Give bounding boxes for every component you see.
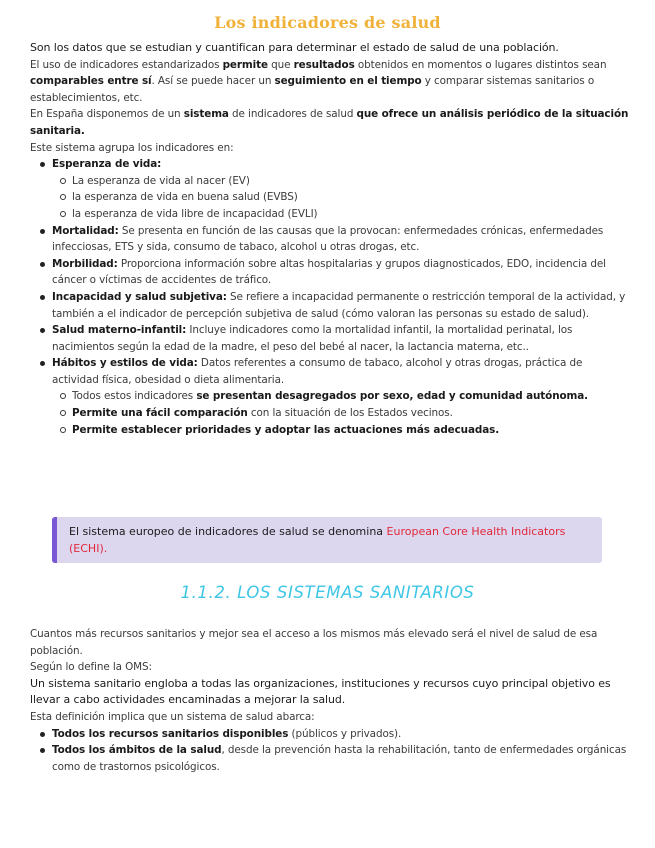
- list-item: La esperanza de vida al nacer (EV): [72, 173, 630, 190]
- list-item: Todos los recursos sanitarios disponibles (públicos y privados).: [52, 726, 630, 743]
- health-systems-content: [30, 626, 630, 775]
- list-item-habitos: Hábitos y estilos de vida: Datos referentes a consumo de tabaco, alcohol y otras drogas, práctica de actividad física, obesidad o dieta alimentaria. Todos estos indicadores se presentan desagregados por sexo, edad y comunidad autónoma. Permite una fácil comparación con la situación de los Estados vecinos. Permite establecer prioridades y adoptar las actuaciones más adecuadas.: [52, 355, 630, 438]
- echi-highlight: European Core Health Indicators (ECHI): [69, 525, 566, 555]
- list-item-mortalidad: Mortalidad: Se presenta en función de las causas que la provocan: enfermedades crónicas, enfermedades infecciosas, ETS y sida, consumo de tabaco, alcohol u otras drogas, etc.: [52, 223, 630, 256]
- page-title: Los indicadores de salud: [214, 13, 441, 32]
- list-item-incapacidad: Incapacidad y salud subjetiva: Se refiere a incapacidad permanente o restricción temporal de la actividad, y también a el indicador de percepción subjetiva de salud (cómo valoran las personas su estado de salud).: [52, 289, 630, 322]
- habitos-sublist: [52, 388, 630, 438]
- resources-paragraph: Cuantos más recursos sanitarios y mejor sea el acceso a los mismos más elevado será el nivel de salud de esa población.: [30, 628, 598, 657]
- list-item-morbilidad: Morbilidad: Proporciona información sobre altas hospitalarias y grupos diagnosticados, EDO, incidencia del cáncer o víctimas de accidentes de tráfico.: [52, 256, 630, 289]
- implies-paragraph: Esta definición implica que un sistema de salud abarca:: [30, 710, 315, 723]
- list-item: Todos los ámbitos de la salud, desde la prevención hasta la rehabilitación, tanto de enfermedades orgánicas como de trastornos psicológicos.: [52, 742, 630, 775]
- list-item: Todos estos indicadores se presentan desagregados por sexo, edad y comunidad autónoma.: [72, 388, 630, 405]
- oms-definition: Un sistema sanitario engloba a todas las organizaciones, instituciones y recursos cuyo principal objetivo es llevar a cabo actividades encaminadas a mejorar la salud.: [30, 676, 611, 707]
- list-item: la esperanza de vida libre de incapacidad (EVLI): [72, 206, 630, 223]
- indicators-content: [30, 40, 630, 438]
- echi-callout: El sistema europeo de indicadores de salud se denomina European Core Health Indicators (ECHI).: [52, 517, 602, 563]
- scope-list: [30, 726, 630, 776]
- list-item: Permite una fácil comparación con la situación de los Estados vecinos.: [72, 405, 630, 422]
- section-heading: 1.1.2. LOS SISTEMAS SANITARIOS: [180, 583, 475, 602]
- esperanza-sublist: [52, 173, 630, 223]
- groups-paragraph: Este sistema agrupa los indicadores en:: [30, 141, 234, 154]
- list-item: Permite establecer prioridades y adoptar las actuaciones más adecuadas.: [72, 422, 630, 439]
- definition-paragraph: Son los datos que se estudian y cuantifican para determinar el estado de salud de una población.: [30, 41, 559, 54]
- list-item: la esperanza de vida en buena salud (EVBS): [72, 189, 630, 206]
- list-item-esperanza: Esperanza de vida: La esperanza de vida al nacer (EV) la esperanza de vida en buena salud (EVBS) la esperanza de vida libre de incapacidad (EVLI): [52, 156, 630, 222]
- indicator-list: [30, 156, 630, 438]
- spain-system-paragraph: En España disponemos de un sistema de indicadores de salud que ofrece un análisis periódico de la situación sanitaria.: [30, 108, 629, 137]
- oms-paragraph: Según lo define la OMS:: [30, 661, 152, 674]
- standardization-paragraph: El uso de indicadores estandarizados permite que resultados obtenidos en momentos o lugares distintos sean comparables entre sí. Así se puede hacer un seguimiento en el tiempo y comparar sistemas sanitarios o establecimientos, etc.: [30, 58, 607, 104]
- list-item-materno: Salud materno-infantil: Incluye indicadores como la mortalidad infantil, la mortalidad perinatal, los nacimientos según la edad de la madre, el peso del bebé al nacer, la lactancia materna, etc..: [52, 322, 630, 355]
